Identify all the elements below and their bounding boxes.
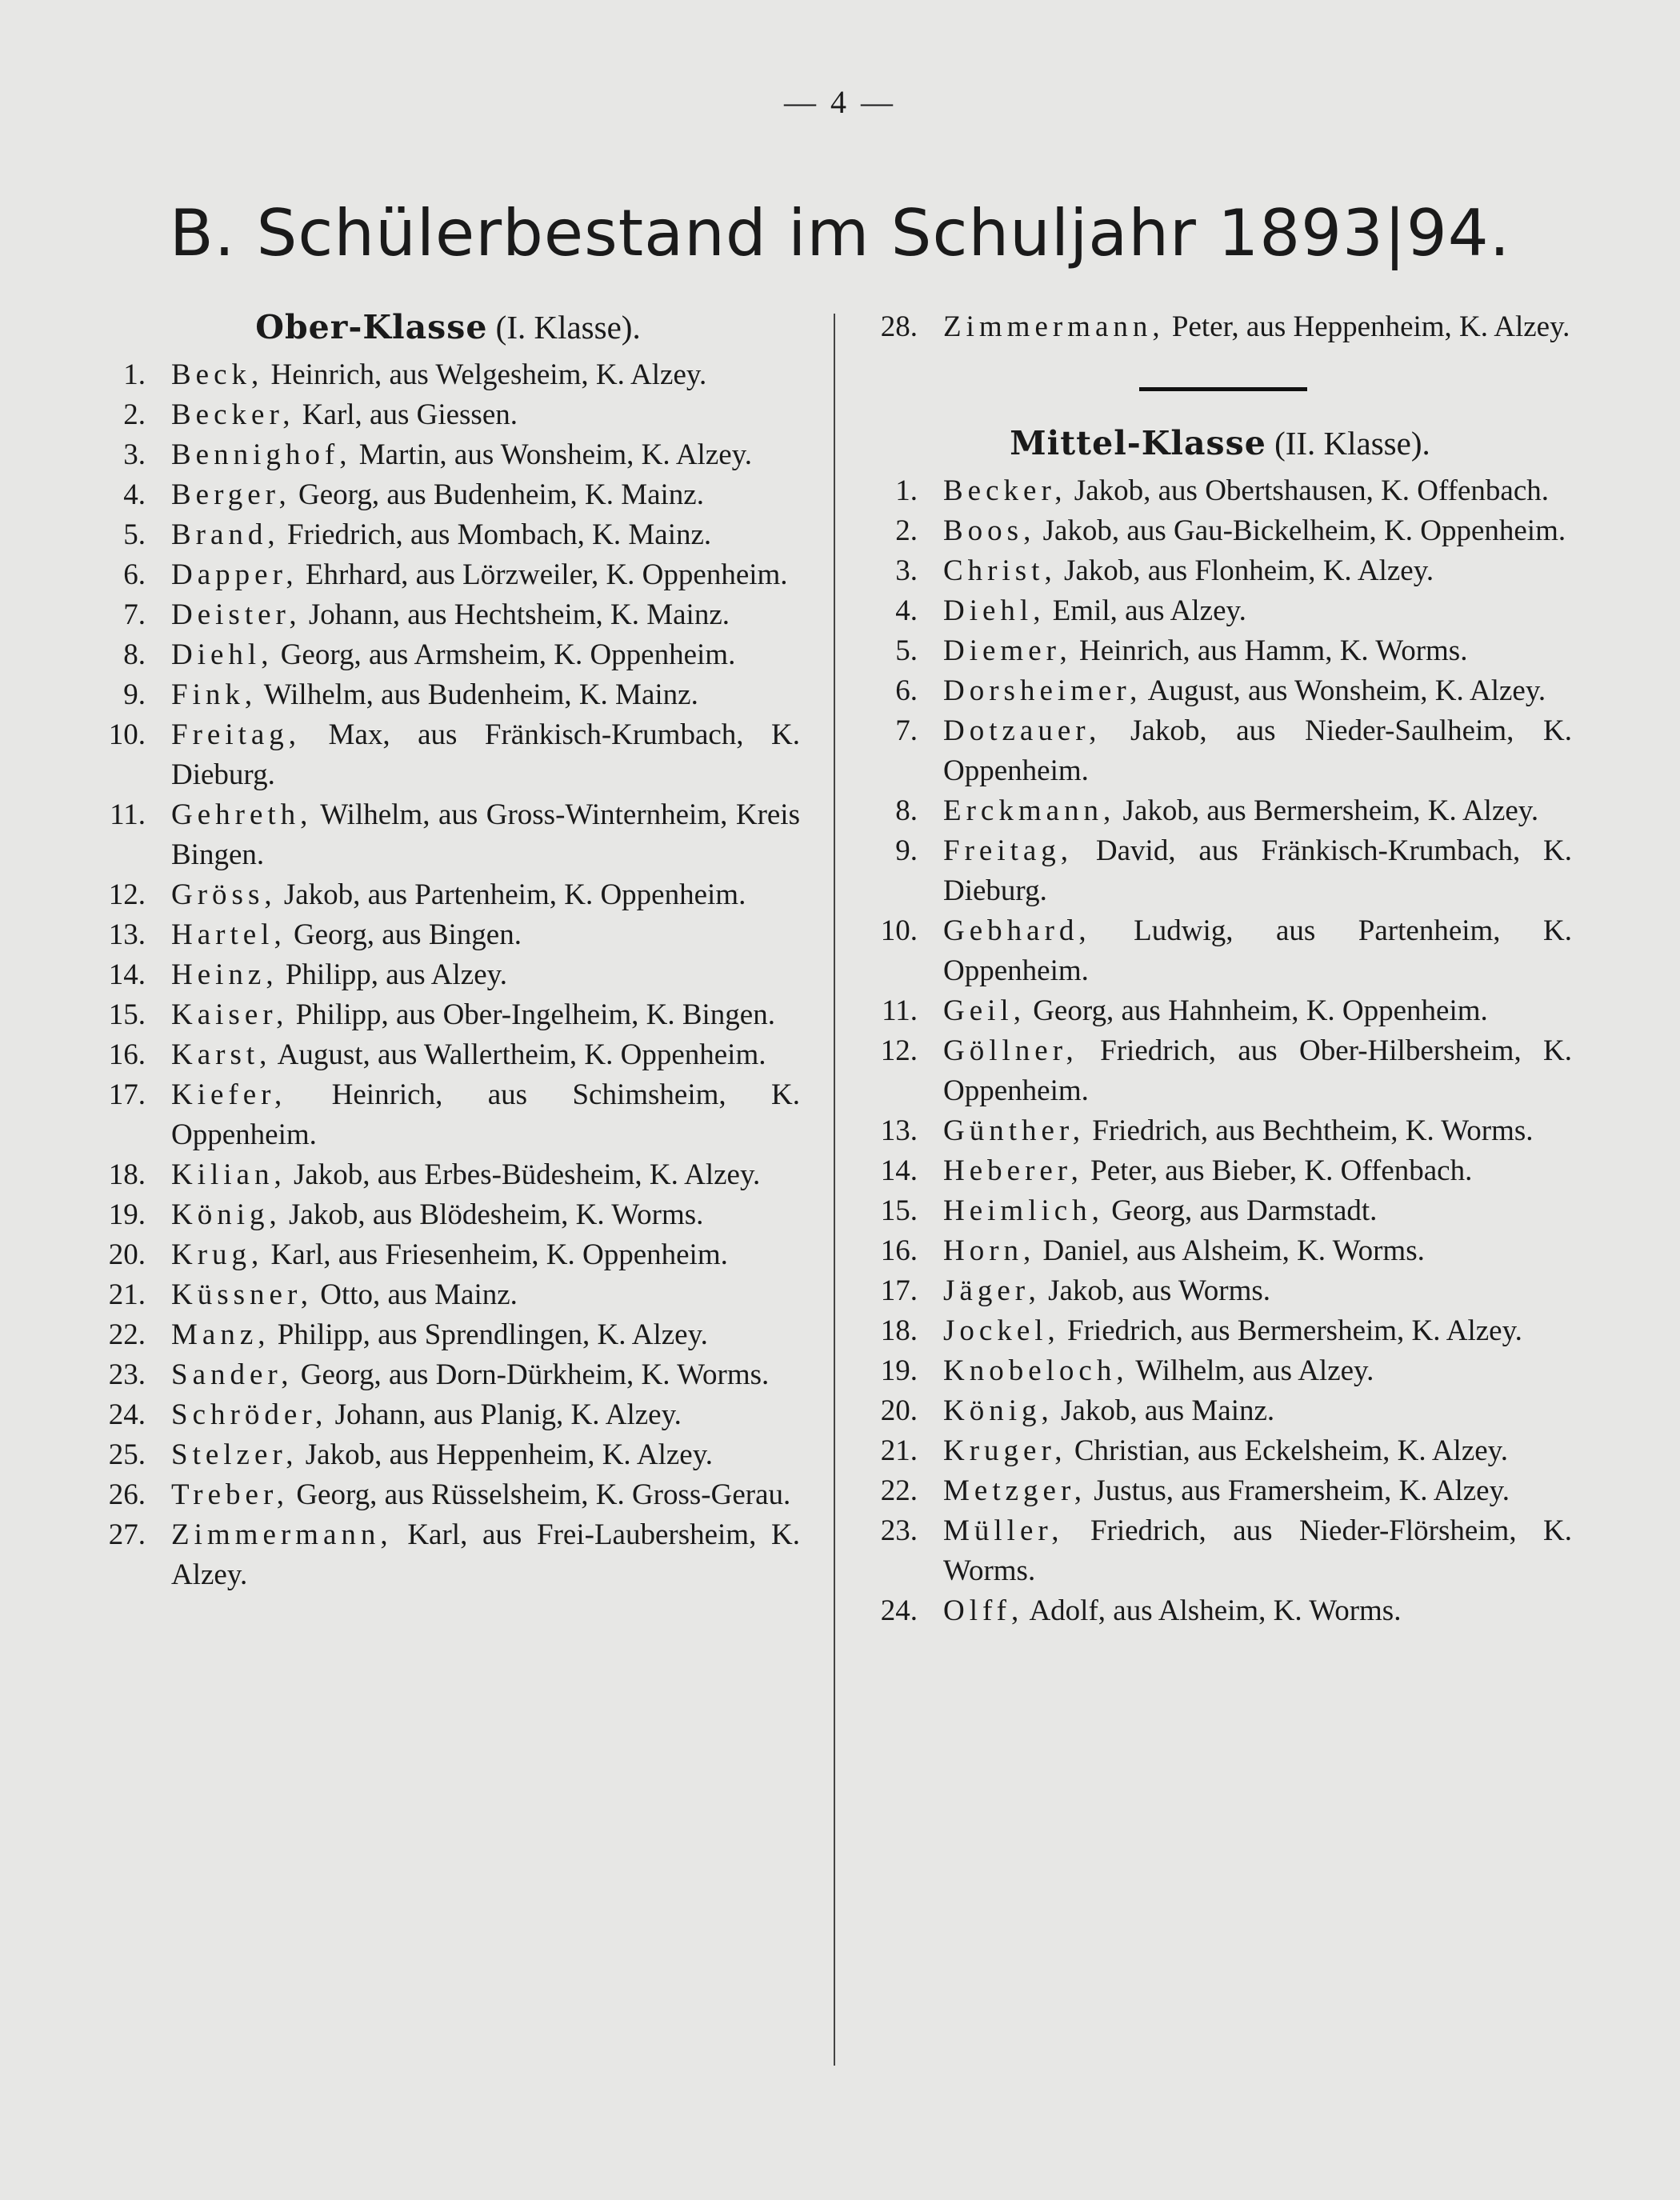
student-details: Ludwig, aus Partenheim, K. Oppenheim. bbox=[943, 914, 1573, 987]
student-surname: Olff, bbox=[943, 1594, 1024, 1627]
student-details: Friedrich, aus Bermersheim, K. Alzey. bbox=[1067, 1314, 1522, 1347]
left-column bbox=[96, 307, 800, 1595]
student-entry bbox=[868, 911, 1572, 991]
ober-klasse-list-continued bbox=[868, 307, 1572, 347]
student-details: Jakob, aus Mainz. bbox=[1061, 1394, 1275, 1427]
student-number: 15. bbox=[108, 998, 146, 1031]
student-number: 21. bbox=[880, 1434, 918, 1467]
student-surname: Kaiser, bbox=[171, 998, 289, 1031]
student-number: 24. bbox=[880, 1594, 918, 1627]
student-surname: Boos, bbox=[943, 514, 1036, 547]
student-surname: Deister, bbox=[171, 598, 302, 631]
student-number: 17. bbox=[880, 1274, 918, 1307]
student-details: Georg, aus Armsheim, K. Oppenheim. bbox=[280, 638, 736, 671]
student-number: 5. bbox=[123, 518, 146, 551]
student-entry bbox=[96, 1195, 800, 1235]
student-entry bbox=[868, 991, 1572, 1031]
student-details: Adolf, aus Alsheim, K. Worms. bbox=[1029, 1594, 1402, 1627]
student-details: Georg, aus Rüsselsheim, K. Gross-Gerau. bbox=[296, 1478, 791, 1511]
student-number: 8. bbox=[123, 638, 146, 671]
student-entry bbox=[96, 1155, 800, 1195]
student-details: Philipp, aus Ober-Ingelheim, K. Bingen. bbox=[295, 998, 775, 1031]
student-surname: Zimmermann, bbox=[943, 310, 1165, 343]
student-entry bbox=[96, 795, 800, 875]
student-number: 13. bbox=[108, 918, 146, 951]
student-details: Georg, aus Darmstadt. bbox=[1111, 1194, 1378, 1227]
student-details: Peter, aus Bieber, K. Offenbach. bbox=[1090, 1154, 1473, 1187]
student-entry bbox=[868, 791, 1572, 831]
student-entry bbox=[868, 1431, 1572, 1471]
student-entry bbox=[868, 1471, 1572, 1511]
ober-klasse-heading-name: Ober-Klasse bbox=[255, 308, 488, 346]
student-surname: Freitag, bbox=[943, 834, 1074, 867]
student-number: 16. bbox=[108, 1038, 146, 1071]
student-surname: Dorsheimer, bbox=[943, 674, 1142, 707]
student-details: Christian, aus Eckelsheim, K. Alzey. bbox=[1074, 1434, 1509, 1467]
student-surname: Treber, bbox=[171, 1478, 290, 1511]
student-details: August, aus Wallertheim, K. Oppenheim. bbox=[277, 1038, 766, 1071]
student-surname: Bennighof, bbox=[171, 438, 352, 471]
student-number: 19. bbox=[108, 1198, 146, 1231]
student-entry bbox=[96, 995, 800, 1035]
student-entry bbox=[868, 671, 1572, 711]
student-entry bbox=[868, 1311, 1572, 1351]
student-surname: Sander, bbox=[171, 1358, 294, 1391]
student-entry bbox=[96, 1235, 800, 1275]
student-number: 21. bbox=[108, 1278, 146, 1311]
student-number: 14. bbox=[108, 958, 146, 991]
student-number: 1. bbox=[895, 474, 918, 507]
student-number: 19. bbox=[880, 1354, 918, 1387]
student-surname: Hartel, bbox=[171, 918, 286, 951]
column-divider bbox=[834, 314, 835, 2066]
student-details: Friedrich, aus Nieder-Flörsheim, K. Worms. bbox=[943, 1514, 1572, 1587]
student-details: Georg, aus Dorn-Dürkheim, K. Worms. bbox=[300, 1358, 770, 1391]
student-surname: Stelzer, bbox=[171, 1438, 298, 1471]
student-surname: Beck, bbox=[171, 358, 264, 391]
student-surname: Heberer, bbox=[943, 1154, 1083, 1187]
student-number: 6. bbox=[123, 558, 146, 591]
student-entry bbox=[96, 355, 800, 395]
student-details: Jakob, aus Obertshausen, K. Offenbach. bbox=[1074, 474, 1550, 507]
student-details: Wilhelm, aus Budenheim, K. Mainz. bbox=[263, 678, 698, 711]
student-surname: Jockel, bbox=[943, 1314, 1060, 1347]
student-entry bbox=[96, 1355, 800, 1395]
student-number: 7. bbox=[123, 598, 146, 631]
student-details: Georg, aus Budenheim, K. Mainz. bbox=[298, 478, 704, 511]
student-surname: Krug, bbox=[171, 1238, 264, 1271]
student-number: 20. bbox=[880, 1394, 918, 1427]
student-number: 3. bbox=[123, 438, 146, 471]
student-entry bbox=[868, 1391, 1572, 1431]
student-entry bbox=[868, 1231, 1572, 1271]
student-entry bbox=[868, 631, 1572, 671]
student-surname: Brand, bbox=[171, 518, 280, 551]
student-number: 20. bbox=[108, 1238, 146, 1271]
student-details: Wilhelm, aus Alzey. bbox=[1135, 1354, 1374, 1387]
student-details: Philipp, aus Alzey. bbox=[285, 958, 507, 991]
student-surname: Diehl, bbox=[943, 594, 1046, 627]
student-details: Heinrich, aus Hamm, K. Worms. bbox=[1078, 634, 1468, 667]
student-surname: Diemer, bbox=[943, 634, 1072, 667]
student-details: Ehrhard, aus Lörzweiler, K. Oppenheim. bbox=[305, 558, 788, 591]
student-number: 4. bbox=[123, 478, 146, 511]
student-details: Max, aus Fränkisch-Krumbach, K. Dieburg. bbox=[171, 718, 800, 791]
student-surname: Kilian, bbox=[171, 1158, 286, 1191]
student-entry bbox=[96, 915, 800, 955]
student-details: Otto, aus Mainz. bbox=[320, 1278, 518, 1311]
student-number: 1. bbox=[123, 358, 146, 391]
student-details: Philipp, aus Sprendlingen, K. Alzey. bbox=[277, 1318, 708, 1351]
student-number: 18. bbox=[108, 1158, 146, 1191]
student-number: 22. bbox=[880, 1474, 918, 1507]
student-number: 28. bbox=[880, 310, 918, 343]
student-number: 13. bbox=[880, 1114, 918, 1147]
student-number: 7. bbox=[895, 714, 918, 747]
section-separator bbox=[1139, 387, 1307, 391]
student-entry bbox=[96, 1075, 800, 1155]
student-surname: Erckmann, bbox=[943, 794, 1116, 827]
student-entry bbox=[96, 595, 800, 635]
student-surname: Kiefer, bbox=[171, 1078, 287, 1111]
student-surname: Knobeloch, bbox=[943, 1354, 1129, 1387]
student-details: Georg, aus Bingen. bbox=[293, 918, 522, 951]
student-entry bbox=[96, 1035, 800, 1075]
student-details: August, aus Wonsheim, K. Alzey. bbox=[1147, 674, 1546, 707]
student-details: Jakob, aus Nieder-Saulheim, K. Oppenheim. bbox=[943, 714, 1573, 787]
student-number: 2. bbox=[895, 514, 918, 547]
student-number: 18. bbox=[880, 1314, 918, 1347]
student-details: Heinrich, aus Schimsheim, K. Oppenheim. bbox=[171, 1078, 800, 1151]
student-details: Friedrich, aus Mombach, K. Mainz. bbox=[286, 518, 712, 551]
student-number: 11. bbox=[882, 994, 918, 1027]
student-surname: Küssner, bbox=[171, 1278, 314, 1311]
student-entry bbox=[868, 511, 1572, 551]
mittel-klasse-heading-name: Mittel-Klasse bbox=[1010, 424, 1266, 462]
student-number: 23. bbox=[880, 1514, 918, 1547]
student-surname: Horn, bbox=[943, 1234, 1036, 1267]
student-number: 5. bbox=[895, 634, 918, 667]
student-details: Jakob, aus Flonheim, K. Alzey. bbox=[1063, 554, 1434, 587]
student-number: 6. bbox=[895, 674, 918, 707]
student-number: 15. bbox=[880, 1194, 918, 1227]
student-surname: Müller, bbox=[943, 1514, 1064, 1547]
student-surname: König, bbox=[171, 1198, 282, 1231]
student-entry bbox=[868, 711, 1572, 791]
student-number: 17. bbox=[108, 1078, 146, 1111]
student-details: Emil, aus Alzey. bbox=[1052, 594, 1246, 627]
student-surname: Zimmermann, bbox=[171, 1518, 393, 1551]
student-surname: Gröss, bbox=[171, 878, 277, 911]
student-surname: Dapper, bbox=[171, 558, 298, 591]
student-surname: Schröder, bbox=[171, 1398, 328, 1431]
student-entry bbox=[96, 1275, 800, 1315]
student-number: 24. bbox=[108, 1398, 146, 1431]
student-number: 23. bbox=[108, 1358, 146, 1391]
student-entry bbox=[868, 471, 1572, 511]
student-details: Jakob, aus Partenheim, K. Oppenheim. bbox=[283, 878, 746, 911]
student-entry bbox=[868, 307, 1572, 347]
page-number: — 4 — bbox=[784, 84, 896, 120]
student-surname: Kruger, bbox=[943, 1434, 1067, 1467]
student-entry bbox=[96, 675, 800, 715]
student-entry bbox=[868, 1031, 1572, 1111]
student-details: Peter, aus Heppenheim, K. Alzey. bbox=[1171, 310, 1570, 343]
student-number: 3. bbox=[895, 554, 918, 587]
student-details: Jakob, aus Blödesheim, K. Worms. bbox=[289, 1198, 704, 1231]
student-surname: König, bbox=[943, 1394, 1054, 1427]
student-number: 9. bbox=[123, 678, 146, 711]
student-entry bbox=[96, 635, 800, 675]
ober-klasse-heading bbox=[96, 307, 800, 347]
student-entry bbox=[868, 591, 1572, 631]
student-details: Heinrich, aus Welgesheim, K. Alzey. bbox=[270, 358, 707, 391]
student-entry bbox=[96, 1395, 800, 1435]
student-entry bbox=[868, 1191, 1572, 1231]
student-details: Friedrich, aus Ober-Hilbersheim, K. Oppenheim. bbox=[943, 1034, 1573, 1107]
student-number: 12. bbox=[880, 1034, 918, 1067]
student-entry bbox=[868, 551, 1572, 591]
right-column bbox=[868, 307, 1572, 1631]
student-entry bbox=[96, 1475, 800, 1515]
student-entry bbox=[96, 1435, 800, 1475]
student-number: 2. bbox=[123, 398, 146, 431]
student-surname: Jäger, bbox=[943, 1274, 1041, 1307]
student-details: Justus, aus Framersheim, K. Alzey. bbox=[1094, 1474, 1510, 1507]
page-title: B. Schülerbestand im Schuljahr 1893|94. bbox=[169, 196, 1511, 270]
student-details: Daniel, aus Alsheim, K. Worms. bbox=[1042, 1234, 1425, 1267]
ober-klasse-list bbox=[96, 355, 800, 1595]
student-surname: Heimlich, bbox=[943, 1194, 1104, 1227]
student-entry bbox=[868, 1511, 1572, 1591]
student-details: Johann, aus Planig, K. Alzey. bbox=[334, 1398, 682, 1431]
student-number: 11. bbox=[110, 798, 146, 831]
student-entry bbox=[868, 1271, 1572, 1311]
student-details: Friedrich, aus Bechtheim, K. Worms. bbox=[1092, 1114, 1534, 1147]
student-entry bbox=[868, 1351, 1572, 1391]
student-surname: Fink, bbox=[171, 678, 258, 711]
student-entry bbox=[96, 475, 800, 515]
student-entry bbox=[96, 1515, 800, 1595]
student-number: 8. bbox=[895, 794, 918, 827]
student-entry bbox=[96, 555, 800, 595]
student-surname: Gebhard, bbox=[943, 914, 1091, 947]
student-entry bbox=[96, 395, 800, 435]
student-entry bbox=[868, 831, 1572, 911]
student-entry bbox=[868, 1151, 1572, 1191]
student-entry bbox=[96, 715, 800, 795]
ober-klasse-heading-sub: (I. Klasse). bbox=[495, 309, 641, 346]
student-number: 10. bbox=[108, 718, 146, 751]
student-details: Jakob, aus Worms. bbox=[1048, 1274, 1271, 1307]
student-number: 12. bbox=[108, 878, 146, 911]
student-surname: Becker, bbox=[943, 474, 1067, 507]
student-details: Johann, aus Hechtsheim, K. Mainz. bbox=[308, 598, 730, 631]
student-entry bbox=[868, 1111, 1572, 1151]
student-surname: Diehl, bbox=[171, 638, 274, 671]
student-details: Karl, aus Friesenheim, K. Oppenheim. bbox=[270, 1238, 728, 1271]
student-number: 25. bbox=[108, 1438, 146, 1471]
student-surname: Dotzauer, bbox=[943, 714, 1102, 747]
mittel-klasse-list bbox=[868, 471, 1572, 1631]
student-details: Jakob, aus Erbes-Büdesheim, K. Alzey. bbox=[293, 1158, 761, 1191]
student-entry bbox=[868, 1591, 1572, 1631]
student-details: Martin, aus Wonsheim, K. Alzey. bbox=[358, 438, 753, 471]
student-surname: Berger, bbox=[171, 478, 291, 511]
student-number: 22. bbox=[108, 1318, 146, 1351]
student-details: Jakob, aus Heppenheim, K. Alzey. bbox=[305, 1438, 714, 1471]
student-entry bbox=[96, 955, 800, 995]
student-number: 27. bbox=[108, 1518, 146, 1551]
student-surname: Becker, bbox=[171, 398, 295, 431]
student-details: Jakob, aus Gau-Bickelheim, K. Oppenheim. bbox=[1042, 514, 1566, 547]
student-entry bbox=[96, 875, 800, 915]
student-surname: Gehreth, bbox=[171, 798, 313, 831]
student-details: Jakob, aus Bermersheim, K. Alzey. bbox=[1122, 794, 1539, 827]
student-number: 9. bbox=[895, 834, 918, 867]
mittel-klasse-heading-sub: (II. Klasse). bbox=[1274, 425, 1430, 462]
student-details: Karl, aus Frei-Laubersheim, K. Alzey. bbox=[171, 1518, 800, 1591]
student-number: 14. bbox=[880, 1154, 918, 1187]
student-surname: Heinz, bbox=[171, 958, 278, 991]
student-entry bbox=[96, 1315, 800, 1355]
mittel-klasse-heading bbox=[868, 423, 1572, 463]
student-details: David, aus Fränkisch-Krumbach, K. Dieburg. bbox=[943, 834, 1572, 907]
student-surname: Günther, bbox=[943, 1114, 1086, 1147]
student-surname: Geil, bbox=[943, 994, 1026, 1027]
student-number: 26. bbox=[108, 1478, 146, 1511]
student-number: 16. bbox=[880, 1234, 918, 1267]
student-details: Wilhelm, aus Gross-Winternheim, Kreis Bingen. bbox=[171, 798, 800, 871]
student-details: Georg, aus Hahnheim, K. Oppenheim. bbox=[1033, 994, 1488, 1027]
student-surname: Göllner, bbox=[943, 1034, 1078, 1067]
student-surname: Christ, bbox=[943, 554, 1057, 587]
student-surname: Karst, bbox=[171, 1038, 272, 1071]
student-number: 4. bbox=[895, 594, 918, 627]
student-surname: Manz, bbox=[171, 1318, 270, 1351]
student-entry bbox=[96, 435, 800, 475]
student-surname: Metzger, bbox=[943, 1474, 1087, 1507]
student-entry bbox=[96, 515, 800, 555]
student-details: Karl, aus Giessen. bbox=[302, 398, 518, 431]
student-surname: Freitag, bbox=[171, 718, 302, 751]
student-number: 10. bbox=[880, 914, 918, 947]
